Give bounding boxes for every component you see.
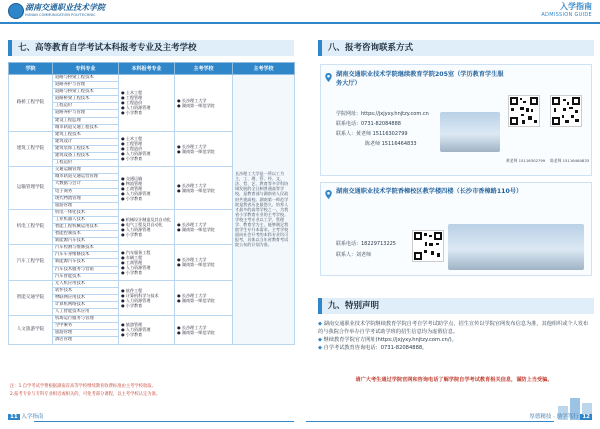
college-name: 路桥工程学院 (9, 75, 53, 132)
exam-school: ● 湖南第一师范学院 (177, 188, 215, 193)
major-name: 智能工程机械运用技术 (53, 223, 119, 230)
school-logo-cn: 湖南交通职业技术学院 (25, 2, 105, 12)
qr-caption-chen: 陈老师 15116464833 (550, 158, 590, 163)
exam-schools (175, 209, 233, 244)
exam-school: ● 湖南第一师范学院 (177, 329, 215, 335)
declaration-item: ◆ 继续教育学院官方网址(https://jxjyxy.hnjtzy.com.cn/)。 (318, 337, 457, 343)
target-major: ● 工商管理 (121, 185, 143, 191)
major-name: 道路养护与管理 (53, 82, 119, 89)
page-number-right: 12 (582, 414, 590, 420)
target-major: ● 小学教育 (121, 232, 143, 238)
target-major: ● 旅游管理 (121, 322, 143, 328)
exam-school: ● 湖南第一师范学院 (177, 102, 215, 108)
target-major: ● 机械设计制造及其自动化 (121, 217, 171, 223)
card1-title: 湖南交通职业技术学院继续教育学院205室（学历教育学生服务大厅） (336, 71, 504, 87)
major-name: 工程造价 (53, 160, 119, 167)
target-majors (119, 131, 175, 166)
exam-school: ● 湖南第一师范学院 (177, 297, 215, 303)
major-name: 道路与桥梁工程技术 (53, 89, 119, 96)
header-major: 专科专业 (53, 63, 119, 75)
qr-code-huang (508, 95, 540, 127)
qr-code-chen (550, 95, 582, 127)
exam-school: ● 长沙理工大学 (177, 222, 207, 228)
college-name: 机电工程学院 (9, 209, 53, 244)
footer-divider-right (306, 421, 554, 422)
exam-schools (175, 131, 233, 166)
major-name: 城市轨道交通运营管理 (53, 174, 119, 181)
major-name: 物联网应用技术 (53, 294, 119, 301)
exam-school: ● 长沙理工大学 (177, 143, 207, 149)
college-name: 建筑工程学院 (9, 131, 53, 166)
college-name: 智能交通学院 (9, 280, 53, 315)
target-major: ● 工商管理 (121, 259, 143, 265)
major-name: 空中乘务 (53, 323, 119, 330)
target-major: ● 工程造价 (121, 100, 143, 106)
target-major: ● 人力资源管理 (121, 227, 151, 233)
major-name: 智能控制技术 (53, 231, 119, 238)
page-number-left: 11 (10, 414, 18, 420)
section-8-bar (318, 40, 594, 56)
target-major: ● 土木工程 (121, 136, 143, 142)
header-target: 本科报考专业 (119, 63, 175, 75)
major-name: 人工智能技术应用 (53, 309, 119, 316)
college-name: 汽车工程学院 (9, 245, 53, 280)
target-major: ● 人力资源管理 (121, 264, 151, 270)
target-major: ● 工程造价 (121, 146, 143, 152)
major-name: 建筑装饰工程技术 (53, 145, 119, 152)
major-name: 建筑设备工程技术 (53, 153, 119, 160)
header-divider (0, 22, 600, 24)
footer-right-label: 厚德精技 · 励学笃行 (529, 414, 579, 420)
section-9-title: 九、特别声明 (328, 301, 380, 311)
declaration-list (318, 320, 590, 352)
target-major: ● 汽车服务工程 (121, 249, 151, 255)
major-name: 工程造价 (53, 103, 119, 110)
exam-school: ● 长沙理工大学 (177, 324, 207, 330)
contact-huang[interactable]: 联系人：黄老师 15116302799 (336, 131, 408, 137)
major-name: 酒店管理 (53, 337, 119, 344)
target-majors (119, 75, 175, 132)
section-7-bar (8, 40, 294, 56)
major-name: 软件技术 (53, 287, 119, 294)
target-major: ● 车辆工程 (121, 254, 143, 260)
campus-contact: 联系人：刘老师 (336, 252, 372, 258)
declaration-item: ◆ 自学考试教育咨询电话：0731-82084888。 (318, 345, 428, 351)
exam-school: ● 长沙理工大学 (177, 183, 207, 188)
campus-phone[interactable]: 联系电话：18229713225 (336, 241, 396, 247)
note-line: 2.报考专业与专科专业相近或相关的，可免考部分课程，以主考学校认定为准。 (10, 391, 161, 397)
major-name: 旅游管理 (53, 330, 119, 337)
header-school-2: 主考学校 (233, 63, 295, 75)
major-name: 无人机应用技术 (53, 280, 119, 287)
major-name: 新能源汽车技术 (53, 259, 119, 266)
table-notes (10, 383, 294, 398)
footer-left (8, 412, 43, 420)
major-name: 汽车技术服务与营销 (53, 266, 119, 273)
major-name: 电子商务 (53, 188, 119, 195)
exam-school: ● 湖南第一师范学院 (177, 227, 215, 233)
target-majors (119, 280, 175, 315)
footer-left-label: 入学指南 (21, 414, 44, 420)
major-name: 汽车智能技术 (53, 273, 119, 280)
target-majors (119, 167, 175, 210)
qr-code-icon (551, 96, 581, 126)
building-photo (440, 112, 500, 152)
table-header-row (9, 63, 295, 75)
target-major: ● 电气工程及其自动化 (121, 222, 163, 228)
qr-code-icon (509, 96, 539, 126)
section-8-title: 八、报考咨询联系方式 (328, 43, 414, 53)
major-name: 建设工程监理 (53, 117, 119, 124)
exam-school: ● 长沙理工大学 (177, 292, 207, 298)
exam-school: ● 长沙理工大学 (177, 97, 207, 103)
exam-schools (175, 245, 233, 280)
location-pin-icon (325, 190, 332, 199)
major-name: 道路桥梁工程技术 (53, 96, 119, 103)
target-major: ● 工程管理 (121, 95, 143, 101)
target-major: ● 小学教育 (121, 302, 143, 308)
target-major: ● 工程管理 (121, 141, 143, 147)
major-name: 建筑工程技术 (53, 131, 119, 138)
college-website[interactable]: 学院网址：https://jxjyxy.hnjtzy.com.cn (336, 111, 429, 117)
qr-code-liu (412, 230, 444, 262)
contact-chen[interactable]: 陈老师 15116464833 (365, 141, 417, 147)
closing-warning: 请广大考生通过学院官网和咨询电话了解学院自学考试教育相关信息，谨防上当受骗。 (355, 377, 553, 383)
major-name: 道路养护与管理 (53, 110, 119, 117)
section-9-bar (318, 298, 594, 314)
location-pin-icon (325, 73, 332, 82)
major-name: 汽车检测与维修技术 (53, 245, 119, 252)
exam-schools (175, 167, 233, 210)
target-major: ● 小学教育 (121, 332, 143, 338)
college-phone[interactable]: 联系电话：0731-82084888 (336, 121, 401, 127)
target-major: ● 人力资源管理 (121, 327, 151, 333)
major-name: 计算机网络技术 (53, 302, 119, 309)
major-name: 旅游管理 (53, 202, 119, 209)
table-row (9, 75, 295, 82)
major-name: 大数据与会计 (53, 181, 119, 188)
target-major: ● 计算机科学与技术 (121, 292, 159, 298)
major-name: 道路与桥梁工程技术 (53, 75, 119, 82)
major-name: 工业机器人技术 (53, 216, 119, 223)
target-major: ● 小学教育 (121, 156, 143, 162)
major-name: 交通运输管理 (53, 167, 119, 174)
major-name: 机场运行服务与管理 (53, 316, 119, 323)
major-table (8, 62, 295, 345)
major-name: 建筑设计 (53, 138, 119, 145)
section-7-title: 七、高等教育自学考试本科报考专业及主考学校 (18, 43, 197, 53)
target-major: ● 人力资源管理 (121, 105, 151, 111)
school-description: 长沙理工大学是一所以工为主，工、理、管、经、文、法、哲、艺、教育等多学科协调发展的全日制普通高等学校，是教育部与湖南省人民政府共建高校。湖南第一师范学院是我省历史最悠久、培养人才最多的高等学校之一，为我省小学教育专业的主考学校。学校主考专业以工学、管理学、教育学为主，能够满足我院学生专升本需求。主考学校面向社会开考的本科专业均可报考，具体以当年省教育考试院公布的计划为准。 (233, 75, 295, 345)
exam-schools (175, 316, 233, 344)
target-majors (119, 316, 175, 344)
exam-school: ● 长沙理工大学 (177, 257, 207, 263)
exam-school: ● 湖南第一师范学院 (177, 148, 215, 154)
exam-schools (175, 280, 233, 315)
header-college: 学院 (9, 63, 53, 75)
campus-photo (448, 224, 584, 270)
target-major: ● 人力资源管理 (121, 151, 151, 157)
footer-right (529, 412, 592, 420)
declaration-item: ◆ 湖南交通职业技术学院继续教育学院自考自学考试助学点，招生宣传以学院官网发布信息为准，其他组织或个人发布的与我院合作举办自学考试助学班的招生信息均为虚假信息。 (318, 321, 589, 335)
target-major: ● 交通运输 (121, 175, 143, 181)
guide-title: 入学指南 (560, 2, 592, 11)
major-name: 城市轨道交通工程技术 (53, 124, 119, 131)
qr-code-icon (413, 231, 443, 261)
footer-divider-left (34, 421, 294, 422)
major-name: 新能源汽车技术 (53, 238, 119, 245)
target-major: ● 小学教育 (121, 110, 143, 116)
major-name: 汽车车身维修技术 (53, 252, 119, 259)
header-school: 主考学校 (175, 63, 233, 75)
school-emblem-icon (8, 3, 24, 19)
target-major: ● 软件工程 (121, 287, 143, 293)
qr-caption-huang: 黄老师 15116302799 (506, 158, 546, 163)
target-majors (119, 209, 175, 244)
card2-title: 湖南交通职业技术学院香樟校区教学楼四楼（长沙市香樟路110号） (336, 188, 523, 195)
major-name: 现代物流管理 (53, 195, 119, 202)
exam-schools (175, 75, 233, 132)
target-major: ● 小学教育 (121, 269, 143, 275)
target-major: ● 小学教育 (121, 195, 143, 201)
note-line: 注：1.自学考试学费根据湖南省高等学校继续教育收费标准由主考学校收取。 (10, 384, 156, 389)
exam-school: ● 湖南第一师范学院 (177, 262, 215, 268)
college-name: 运输管理学院 (9, 167, 53, 210)
college-name: 人文旅游学院 (9, 316, 53, 344)
target-major: ● 人力资源管理 (121, 190, 151, 196)
target-major: ● 人力资源管理 (121, 297, 151, 303)
target-majors (119, 245, 175, 280)
target-major: ● 物流管理 (121, 180, 143, 186)
guide-subtitle: ADMISSION GUIDE (541, 12, 592, 18)
target-major: ● 土木工程 (121, 90, 143, 96)
school-logo-en: HUNAN COMMUNICATION POLYTECHNIC (25, 13, 96, 17)
major-name: 机电一体化技术 (53, 209, 119, 216)
